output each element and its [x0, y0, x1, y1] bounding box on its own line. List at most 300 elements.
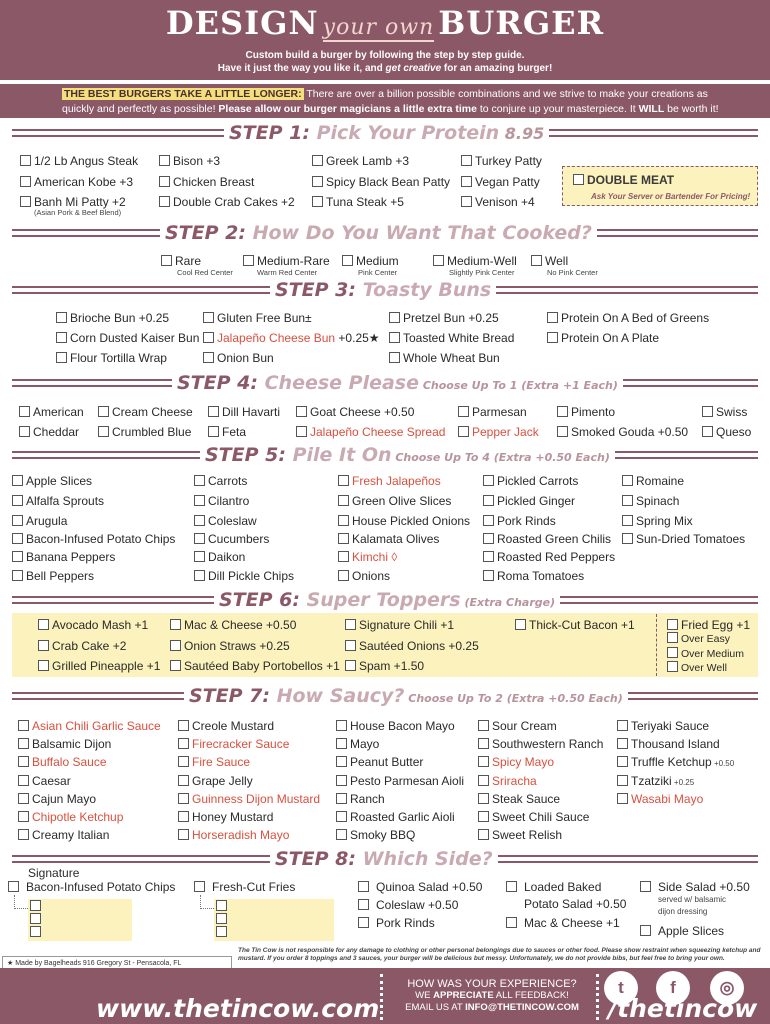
checkbox[interactable] [461, 196, 472, 207]
checkbox[interactable] [557, 406, 568, 417]
checkbox[interactable] [170, 619, 181, 630]
checkbox[interactable] [18, 829, 29, 840]
option-onion-straws[interactable]: Onion Straws +0.25 [170, 639, 290, 653]
option-sun-dried-tomatoes[interactable]: Sun-Dried Tomatoes [622, 532, 745, 546]
cook-note: Slightly Pink Center [449, 268, 515, 277]
option-roasted-green-chilis[interactable]: Roasted Green Chilis [483, 532, 611, 546]
option-roasted-red-peppers[interactable]: Roasted Red Peppers [483, 550, 615, 564]
option-sweet-chili-sauce[interactable]: Sweet Chili Sauce [478, 810, 589, 824]
option-horseradish-mayo[interactable]: Horseradish Mayo [178, 828, 289, 842]
checkbox[interactable] [338, 533, 349, 544]
checkbox[interactable] [20, 196, 31, 207]
option-balsamic-dijon[interactable]: Balsamic Dijon [18, 737, 111, 751]
checkbox[interactable] [345, 640, 356, 651]
notice-banner: THE BEST BURGERS TAKE A LITTLE LONGER: There are over a billion possible combinations and we strive to make your creations as quickly and perfectly as possible! Please allow our burger magicians a little extra time to conjure up your masterpiece. It WILL be worth it! [0, 84, 770, 118]
option-cilantro[interactable]: Cilantro [194, 494, 249, 508]
checkbox[interactable] [531, 255, 542, 266]
checkbox[interactable] [18, 720, 29, 731]
feedback-question: HOW WAS YOUR EXPERIENCE? [407, 978, 577, 990]
title-your-own: your own [322, 15, 435, 40]
checkbox[interactable] [478, 811, 489, 822]
checkbox[interactable] [547, 332, 558, 343]
option-guinness-dijon[interactable]: Guinness Dijon Mustard [178, 792, 320, 806]
option-spicy-black-bean[interactable]: Spicy Black Bean Patty [312, 175, 450, 189]
option-pretzel-bun[interactable]: Pretzel Bun +0.25 [389, 311, 499, 325]
checkbox[interactable] [573, 174, 584, 185]
checkbox[interactable] [622, 533, 633, 544]
checkbox[interactable] [12, 495, 23, 506]
option-ranch[interactable]: Ranch [336, 792, 385, 806]
option-spinach[interactable]: Spinach [622, 494, 679, 508]
checkbox[interactable] [506, 917, 517, 928]
step-7-header: STEP 7: How Saucy? Choose Up To 2 (Extra +0.50 Each) [12, 687, 758, 707]
checkbox[interactable] [617, 756, 628, 767]
checkbox[interactable] [336, 756, 347, 767]
side-loaded-baked[interactable]: Loaded Baked [506, 880, 601, 894]
step-2-header: STEP 2: How Do You Want That Cooked? [12, 224, 758, 244]
title-burger: BURGER [438, 4, 605, 42]
footnote: ★ Made by Bagelheads 916 Gregory St - Pensacola, FL [7, 960, 182, 967]
option-spam[interactable]: Spam +1.50 [345, 659, 424, 673]
option-cream-cheese[interactable]: Cream Cheese [98, 405, 193, 419]
option-american-kobe[interactable]: American Kobe +3 [20, 175, 133, 189]
option-onion-bun[interactable]: Onion Bun [203, 351, 274, 365]
checkbox[interactable] [458, 426, 469, 437]
step-5-header: STEP 5: Pile It On Choose Up To 4 (Extra +0.50 Each) [12, 446, 758, 466]
checkbox[interactable] [667, 632, 678, 643]
option-sweet-relish[interactable]: Sweet Relish [478, 828, 562, 842]
double-meat-note: Ask Your Server or Bartender For Pricing! [591, 192, 751, 201]
fries-addon-panel [214, 899, 334, 941]
option-parmesan[interactable]: Parmesan [458, 405, 527, 419]
checkbox[interactable] [617, 720, 628, 731]
side-salad[interactable]: Side Salad +0.50 [640, 880, 750, 894]
option-pesto-parmesan-aioli[interactable]: Pesto Parmesan Aioli [336, 774, 464, 788]
checkbox[interactable] [483, 533, 494, 544]
option-cucumbers[interactable]: Cucumbers [194, 532, 269, 546]
checkbox[interactable] [178, 756, 189, 767]
checkbox[interactable] [194, 881, 205, 892]
option-kimchi[interactable]: Kimchi ◊ [338, 550, 397, 564]
option-grilled-pineapple[interactable]: Grilled Pineapple +1 [38, 659, 160, 673]
option-caesar[interactable]: Caesar [18, 774, 71, 788]
checkbox[interactable] [336, 720, 347, 731]
option-medium-well[interactable]: Medium-Well [433, 254, 517, 268]
checkbox[interactable] [617, 738, 628, 749]
option-pimento[interactable]: Pimento [557, 405, 615, 419]
title-design: DESIGN [165, 4, 319, 42]
checkbox[interactable] [336, 793, 347, 804]
checkbox[interactable] [461, 176, 472, 187]
checkbox[interactable] [12, 533, 23, 544]
feedback-block [392, 978, 592, 1014]
checkbox[interactable] [18, 811, 29, 822]
checkbox[interactable] [667, 661, 678, 672]
option-venison[interactable]: Venison +4 [461, 195, 535, 209]
option-chicken-breast[interactable]: Chicken Breast [159, 175, 254, 189]
checkbox[interactable] [178, 738, 189, 749]
checkbox[interactable] [483, 570, 494, 581]
double-meat-label: DOUBLE MEAT [587, 173, 675, 187]
option-over-easy[interactable]: Over Easy [667, 632, 730, 646]
checkbox[interactable] [433, 255, 444, 266]
side-coleslaw[interactable]: Coleslaw +0.50 [358, 898, 458, 912]
option-thick-cut-bacon[interactable]: Thick-Cut Bacon +1 [515, 618, 635, 632]
option-crumbled-blue[interactable]: Crumbled Blue [98, 425, 191, 439]
option-banana-peppers[interactable]: Banana Peppers [12, 550, 115, 564]
subtitle-line2: Have it just the way you like it, and get creative for an amazing burger! [217, 63, 553, 74]
checkbox[interactable] [358, 881, 369, 892]
checkbox[interactable] [458, 406, 469, 417]
subtitle-line1: Custom build a burger by following the step by step guide. [245, 50, 525, 61]
instagram-icon[interactable]: ◎ [710, 971, 744, 1005]
checkbox[interactable] [178, 720, 189, 731]
checkbox[interactable] [342, 255, 353, 266]
option-medium[interactable]: Medium [342, 254, 399, 268]
checkbox[interactable] [178, 775, 189, 786]
option-grape-jelly[interactable]: Grape Jelly [178, 774, 253, 788]
cook-note: Cool Red Center [177, 268, 233, 277]
option-bison[interactable]: Bison +3 [159, 154, 220, 168]
checkbox[interactable] [345, 660, 356, 671]
option-double-crab-cakes[interactable]: Double Crab Cakes +2 [159, 195, 295, 209]
checkbox[interactable] [336, 738, 347, 749]
checkbox[interactable] [216, 926, 227, 937]
checkbox[interactable] [336, 811, 347, 822]
checkbox[interactable] [338, 551, 349, 562]
checkbox[interactable] [20, 155, 31, 166]
option-banh-mi-patty[interactable]: Banh Mi Patty +2 [20, 195, 126, 209]
option-vegan-patty[interactable]: Vegan Patty [461, 175, 540, 189]
option-dill-havarti[interactable]: Dill Havarti [208, 405, 280, 419]
option-romaine[interactable]: Romaine [622, 474, 684, 488]
checkbox[interactable] [483, 495, 494, 506]
step-4-header: STEP 4: Cheese Please Choose Up To 1 (Extra +1 Each) [12, 374, 758, 394]
addon-chili[interactable] [216, 913, 230, 927]
option-firecracker-sauce[interactable]: Firecracker Sauce [178, 737, 289, 751]
checkbox[interactable] [161, 255, 172, 266]
checkbox[interactable] [203, 312, 214, 323]
option-smoky-bbq[interactable]: Smoky BBQ [336, 828, 415, 842]
checkbox[interactable] [478, 738, 489, 749]
checkbox[interactable] [483, 551, 494, 562]
checkbox[interactable] [20, 176, 31, 187]
option-spring-mix[interactable]: Spring Mix [622, 514, 693, 528]
option-thousand-island[interactable]: Thousand Island [617, 737, 720, 751]
checkbox[interactable] [358, 899, 369, 910]
checkbox[interactable] [702, 426, 713, 437]
option-pepper-jack[interactable]: Pepper Jack [458, 425, 539, 439]
checkbox[interactable] [159, 176, 170, 187]
checkbox[interactable] [483, 475, 494, 486]
checkbox[interactable] [98, 406, 109, 417]
side-apple-slices[interactable]: Apple Slices [640, 924, 724, 938]
checkbox[interactable] [557, 426, 568, 437]
option-chipotle-ketchup[interactable]: Chipotle Ketchup [18, 810, 123, 824]
checkbox[interactable] [338, 570, 349, 581]
addon-truffle-parm[interactable] [216, 900, 230, 914]
checkbox[interactable] [622, 475, 633, 486]
option-turkey-patty[interactable]: Turkey Patty [461, 154, 542, 168]
option-on-a-plate[interactable]: Protein On A Plate [547, 331, 659, 345]
checkbox[interactable] [19, 426, 30, 437]
checkbox[interactable] [30, 926, 41, 937]
checkbox[interactable] [336, 775, 347, 786]
option-smoked-gouda[interactable]: Smoked Gouda +0.50 [557, 425, 688, 439]
option-medium-rare[interactable]: Medium-Rare [243, 254, 330, 268]
side-pork-rinds[interactable]: Pork Rinds [358, 916, 435, 930]
checkbox[interactable] [178, 829, 189, 840]
option-american-cheese[interactable]: American [19, 405, 84, 419]
option-brioche-bun[interactable]: Brioche Bun +0.25 [56, 311, 169, 325]
option-greek-lamb[interactable]: Greek Lamb +3 [312, 154, 409, 168]
checkbox[interactable] [338, 495, 349, 506]
option-sour-cream[interactable]: Sour Cream [478, 719, 557, 733]
checkbox[interactable] [478, 829, 489, 840]
checkbox[interactable] [194, 570, 205, 581]
checkbox[interactable] [203, 352, 214, 363]
option-fire-sauce[interactable]: Fire Sauce [178, 755, 250, 769]
checkbox[interactable] [194, 533, 205, 544]
cook-note: Warm Red Center [257, 268, 318, 277]
checkbox[interactable] [56, 312, 67, 323]
checkbox[interactable] [667, 619, 678, 630]
checkbox[interactable] [216, 913, 227, 924]
option-buffalo-sauce[interactable]: Buffalo Sauce [18, 755, 107, 769]
option-tzatziki[interactable]: Tzatziki +0.25 [617, 774, 694, 790]
option-pickled-ginger[interactable]: Pickled Ginger [483, 494, 575, 508]
side-quinoa-salad[interactable]: Quinoa Salad +0.50 [358, 880, 482, 894]
checkbox[interactable] [216, 900, 227, 911]
website-link[interactable]: www.thetincow.com [96, 994, 380, 1023]
option-steak-sauce[interactable]: Steak Sauce [478, 792, 560, 806]
option-creole-mustard[interactable]: Creole Mustard [178, 719, 274, 733]
option-pickled-carrots[interactable]: Pickled Carrots [483, 474, 578, 488]
addon-cheese-sauce[interactable] [216, 926, 230, 940]
checkbox[interactable] [345, 619, 356, 630]
option-alfalfa-sprouts[interactable]: Alfalfa Sprouts [12, 494, 104, 508]
option-bell-peppers[interactable]: Bell Peppers [12, 569, 94, 583]
option-honey-mustard[interactable]: Honey Mustard [178, 810, 273, 824]
checkbox[interactable] [12, 515, 23, 526]
page-title [0, 4, 770, 42]
option-mac-cheese[interactable]: Mac & Cheese +0.50 [170, 618, 296, 632]
option-angus-steak[interactable]: 1/2 Lb Angus Steak [20, 154, 138, 168]
checkbox[interactable] [478, 720, 489, 731]
option-bacon-chips[interactable]: Bacon-Infused Potato Chips [12, 532, 175, 546]
checkbox[interactable] [159, 196, 170, 207]
option-cheddar[interactable]: Cheddar [19, 425, 79, 439]
checkbox[interactable] [12, 570, 23, 581]
side-fresh-cut-fries[interactable]: Fresh-Cut Fries [194, 880, 295, 894]
option-teriyaki-sauce[interactable]: Teriyaki Sauce [617, 719, 709, 733]
option-house-pickled-onions[interactable]: House Pickled Onions [338, 514, 470, 528]
option-creamy-italian[interactable]: Creamy Italian [18, 828, 109, 842]
checkbox[interactable] [667, 647, 678, 658]
checkbox[interactable] [702, 406, 713, 417]
banh-mi-note: (Asian Pork & Beef Blend) [34, 208, 122, 217]
checkbox[interactable] [56, 332, 67, 343]
footer-divider [380, 974, 383, 1020]
option-well[interactable]: Well [531, 254, 568, 268]
checkbox[interactable] [38, 619, 49, 630]
checkbox[interactable] [506, 881, 517, 892]
checkbox[interactable] [194, 495, 205, 506]
option-queso[interactable]: Queso [702, 425, 751, 439]
option-jalapeno-cheese-bun[interactable]: Jalapeño Cheese Bun +0.25★ [203, 331, 380, 345]
checkbox[interactable] [30, 913, 41, 924]
option-asian-chili-garlic[interactable]: Asian Chili Garlic Sauce [18, 719, 161, 733]
checkbox[interactable] [296, 426, 307, 437]
checkbox[interactable] [640, 881, 651, 892]
checkbox[interactable] [178, 811, 189, 822]
checkbox[interactable] [478, 793, 489, 804]
checkbox[interactable] [478, 775, 489, 786]
checkbox[interactable] [296, 406, 307, 417]
checkbox[interactable] [243, 255, 254, 266]
option-tortilla-wrap[interactable]: Flour Tortilla Wrap [56, 351, 167, 365]
checkbox[interactable] [461, 155, 472, 166]
checkbox[interactable] [336, 829, 347, 840]
option-signature-chili[interactable]: Signature Chili +1 [345, 618, 454, 632]
option-swiss[interactable]: Swiss [702, 405, 747, 419]
checkbox[interactable] [483, 515, 494, 526]
checkbox[interactable] [18, 738, 29, 749]
option-baby-portobellos[interactable]: Sautéed Baby Portobellos +1 [170, 659, 340, 673]
side-salad-note: dijon dressing [658, 907, 708, 916]
option-dill-pickle-chips[interactable]: Dill Pickle Chips [194, 569, 294, 583]
checkbox[interactable] [56, 352, 67, 363]
option-goat-cheese[interactable]: Goat Cheese +0.50 [296, 405, 414, 419]
option-daikon[interactable]: Daikon [194, 550, 245, 564]
footer-divider [596, 974, 599, 1020]
checkbox[interactable] [338, 515, 349, 526]
side-mac-cheese[interactable]: Mac & Cheese +1 [506, 916, 620, 930]
option-crab-cake[interactable]: Crab Cake +2 [38, 639, 126, 653]
option-rare[interactable]: Rare [161, 254, 201, 268]
option-jalapeno-cheese-spread[interactable]: Jalapeño Cheese Spread [296, 425, 445, 439]
feedback-email[interactable]: EMAIL US AT INFO@THETINCOW.COM [405, 1002, 579, 1013]
option-roma-tomatoes[interactable]: Roma Tomatoes [483, 569, 584, 583]
option-house-bacon-mayo[interactable]: House Bacon Mayo [336, 719, 455, 733]
option-truffle-ketchup[interactable]: Truffle Ketchup +0.50 [617, 755, 734, 771]
option-sriracha[interactable]: Sriracha [478, 774, 537, 788]
option-arugula[interactable]: Arugula [12, 514, 67, 528]
option-coleslaw[interactable]: Coleslaw [194, 514, 257, 528]
addon-truffle-parm[interactable] [30, 900, 44, 914]
social-handle[interactable]: /thetincow [608, 994, 758, 1023]
option-avocado-mash[interactable]: Avocado Mash +1 [38, 618, 148, 632]
checkbox[interactable] [208, 406, 219, 417]
option-whole-wheat-bun[interactable]: Whole Wheat Bun [389, 351, 500, 365]
checkbox[interactable] [338, 475, 349, 486]
checkbox[interactable] [12, 551, 23, 562]
checkbox[interactable] [312, 176, 323, 187]
option-sauteed-onions[interactable]: Sautéed Onions +0.25 [345, 639, 479, 653]
checkbox[interactable] [38, 640, 49, 651]
checkbox[interactable] [18, 775, 29, 786]
checkbox[interactable] [18, 793, 29, 804]
checkbox[interactable] [622, 515, 633, 526]
checkbox[interactable] [547, 312, 558, 323]
checkbox[interactable] [170, 640, 181, 651]
option-wasabi-mayo[interactable]: Wasabi Mayo [617, 792, 703, 806]
option-gluten-free-bun[interactable]: Gluten Free Bun± [203, 311, 312, 325]
checkbox[interactable] [478, 756, 489, 767]
checkbox[interactable] [515, 619, 526, 630]
checkbox[interactable] [194, 475, 205, 486]
addon-connector [14, 895, 28, 909]
side-signature-label: Signature [28, 866, 80, 880]
option-mayo[interactable]: Mayo [336, 737, 379, 751]
checkbox[interactable] [622, 495, 633, 506]
checkbox[interactable] [358, 917, 369, 928]
checkbox[interactable] [19, 406, 30, 417]
option-peanut-butter[interactable]: Peanut Butter [336, 755, 423, 769]
checkbox[interactable] [389, 312, 400, 323]
option-fried-egg[interactable]: Fried Egg +1 [667, 618, 750, 632]
option-roasted-garlic-aioli[interactable]: Roasted Garlic Aioli [336, 810, 455, 824]
twitter-icon[interactable]: t [604, 971, 638, 1005]
option-green-olive-slices[interactable]: Green Olive Slices [338, 494, 451, 508]
checkbox[interactable] [312, 196, 323, 207]
checkbox[interactable] [389, 332, 400, 343]
checkbox[interactable] [8, 881, 19, 892]
option-pork-rinds[interactable]: Pork Rinds [483, 514, 556, 528]
checkbox[interactable] [159, 155, 170, 166]
option-spicy-mayo[interactable]: Spicy Mayo [478, 755, 554, 769]
addon-cheese-sauce[interactable] [30, 926, 44, 940]
option-fresh-jalapenos[interactable]: Fresh Jalapeños [338, 474, 441, 488]
step-3-header: STEP 3: Toasty Buns [12, 281, 758, 301]
option-over-well[interactable]: Over Well [667, 661, 727, 675]
option-onions[interactable]: Onions [338, 569, 390, 583]
option-feta[interactable]: Feta [208, 425, 246, 439]
option-kalamata-olives[interactable]: Kalamata Olives [338, 532, 439, 546]
option-kaiser-bun[interactable]: Corn Dusted Kaiser Bun [56, 331, 199, 345]
checkbox[interactable] [203, 332, 214, 343]
checkbox[interactable] [98, 426, 109, 437]
side-bacon-chips[interactable]: Bacon-Infused Potato Chips [8, 880, 175, 894]
checkbox[interactable] [617, 775, 628, 786]
addon-chili[interactable] [30, 913, 44, 927]
checkbox[interactable] [194, 551, 205, 562]
option-tuna-steak[interactable]: Tuna Steak +5 [312, 195, 404, 209]
double-meat-box[interactable] [562, 166, 758, 206]
checkbox[interactable] [194, 515, 205, 526]
option-cajun-mayo[interactable]: Cajun Mayo [18, 792, 96, 806]
checkbox[interactable] [208, 426, 219, 437]
checkbox[interactable] [170, 660, 181, 671]
checkbox[interactable] [30, 900, 41, 911]
facebook-icon[interactable]: f [656, 971, 690, 1005]
option-carrots[interactable]: Carrots [194, 474, 247, 488]
checkbox[interactable] [38, 660, 49, 671]
checkbox[interactable] [640, 925, 651, 936]
option-over-medium[interactable]: Over Medium [667, 647, 744, 661]
option-southwestern-ranch[interactable]: Southwestern Ranch [478, 737, 603, 751]
checkbox[interactable] [12, 475, 23, 486]
option-bed-of-greens[interactable]: Protein On A Bed of Greens [547, 311, 709, 325]
checkbox[interactable] [18, 756, 29, 767]
addon-connector [200, 895, 214, 909]
checkbox[interactable] [389, 352, 400, 363]
checkbox[interactable] [617, 793, 628, 804]
checkbox[interactable] [312, 155, 323, 166]
option-toasted-white-bread[interactable]: Toasted White Bread [389, 331, 514, 345]
option-apple-slices[interactable]: Apple Slices [12, 474, 92, 488]
checkbox[interactable] [178, 793, 189, 804]
